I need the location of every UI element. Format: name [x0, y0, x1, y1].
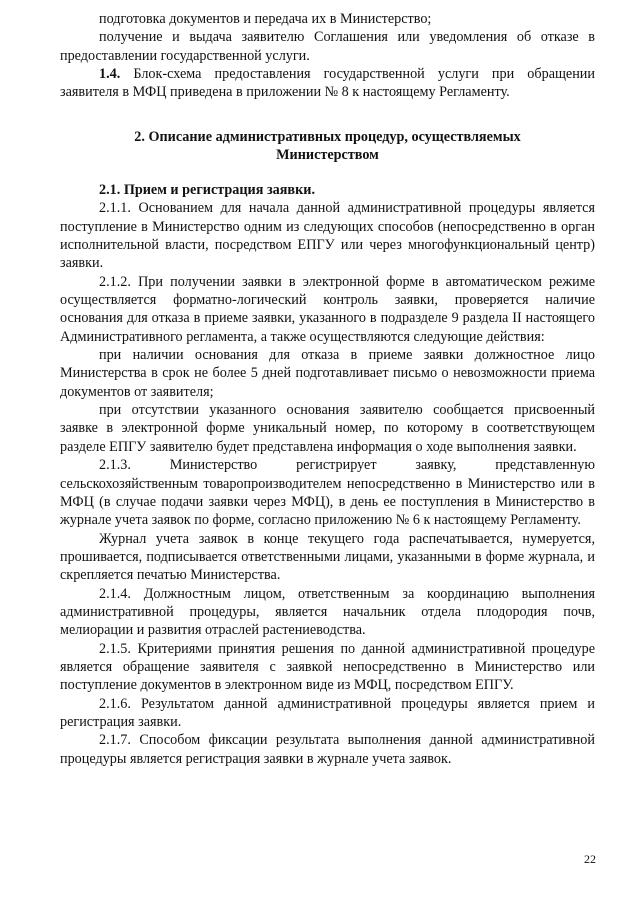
paragraph-document-preparation: подготовка документов и передача их в Министерство;: [99, 11, 432, 27]
subsection-heading: 2.1. Прием и регистрация заявки.: [99, 182, 315, 198]
section-title-line-2: Министерством: [276, 147, 379, 164]
page-number: 22: [584, 852, 596, 866]
clause-number-1-4: 1.4.: [99, 66, 121, 83]
paragraph-journal: Журнал учета заявок в конце текущего года распечатывается, нумеруется, прошивается, подписывается ответственными лицами, указанными в форме журнала, и скрепляется печатью Министерства.: [60, 530, 595, 584]
section-title: [60, 128, 595, 165]
paragraph-2-1-4: 2.1.4. Должностным лицом, ответственным за координацию выполнения административной процедуры, является начальник отдела плодородия почв, мелиорации и развития отраслей растениеводства.: [60, 585, 595, 639]
paragraph-2-1-5: 2.1.5. Критериями принятия решения по данной административной процедуре является обращение заявителя с заявкой непосредственно в Министерство или поступление документов в электронном виде из МФЦ, посредством ЕПГУ.: [60, 640, 595, 694]
paragraph-2-1-3: 2.1.3. Министерство регистрирует заявку, представленную сельскохозяйственным товаропроизводителем непосредственно в Министерство или в МФЦ (в случае подачи заявки через МФЦ), в день ее поступления в Министерство в журнале учета заявок по форме, согласно приложению № 6 к настоящему Регламенту.: [60, 457, 595, 529]
paragraph-no-refusal-grounds: при отсутствии указанного основания заявителю сообщается присвоенный заявке в электронной форме уникальный номер, по которому в соответствующем разделе ЕПГУ заявителю будет представлена информация о ходе выполнения заявки.: [60, 402, 595, 455]
clause-text-1-4: Блок-схема предоставления государственной услуги при обращении заявителя в МФЦ приведена в приложении № 8 к настоящему Регламенту.: [60, 66, 595, 101]
paragraph-flowchart-reference: [60, 65, 595, 102]
paragraph-2-1-2: 2.1.2. При получении заявки в электронной форме в автоматическом режиме осуществляется форматно-логический контроль заявки, проверяется наличие основания для отказа в приеме заявки, указанного в подразделе 9 раздела II настоящего Административного регламента, а также осуществляются следующие действия:: [60, 273, 595, 345]
paragraph-2-1-1: 2.1.1. Основанием для начала данной административной процедуры является поступление в Министерство одним из следующих способов (непосредственно в орган исполнительной власти, посредством ЕПГУ или через многофункциональный центр) заявки.: [60, 200, 595, 272]
paragraph-agreement-issuance: получение и выдача заявителю Соглашения или уведомления об отказе в предоставлении государственной услуги.: [60, 29, 595, 64]
paragraph-2-1-7: 2.1.7. Способом фиксации результата выполнения данной административной процедуры является регистрация заявки в журнале учета заявок.: [60, 732, 595, 767]
paragraph-2-1-6: 2.1.6. Результатом данной административной процедуры является прием и регистрация заявки.: [60, 695, 595, 730]
section-body: [60, 181, 595, 768]
paragraph-refusal-grounds: при наличии основания для отказа в приеме заявки должностное лицо Министерства в срок не более 5 дней подготавливает письмо о невозможности приема документов от заявителя;: [60, 347, 595, 400]
intro-block: [60, 10, 595, 102]
section-title-line-1: 2. Описание административных процедур, осуществляемых: [134, 129, 521, 145]
